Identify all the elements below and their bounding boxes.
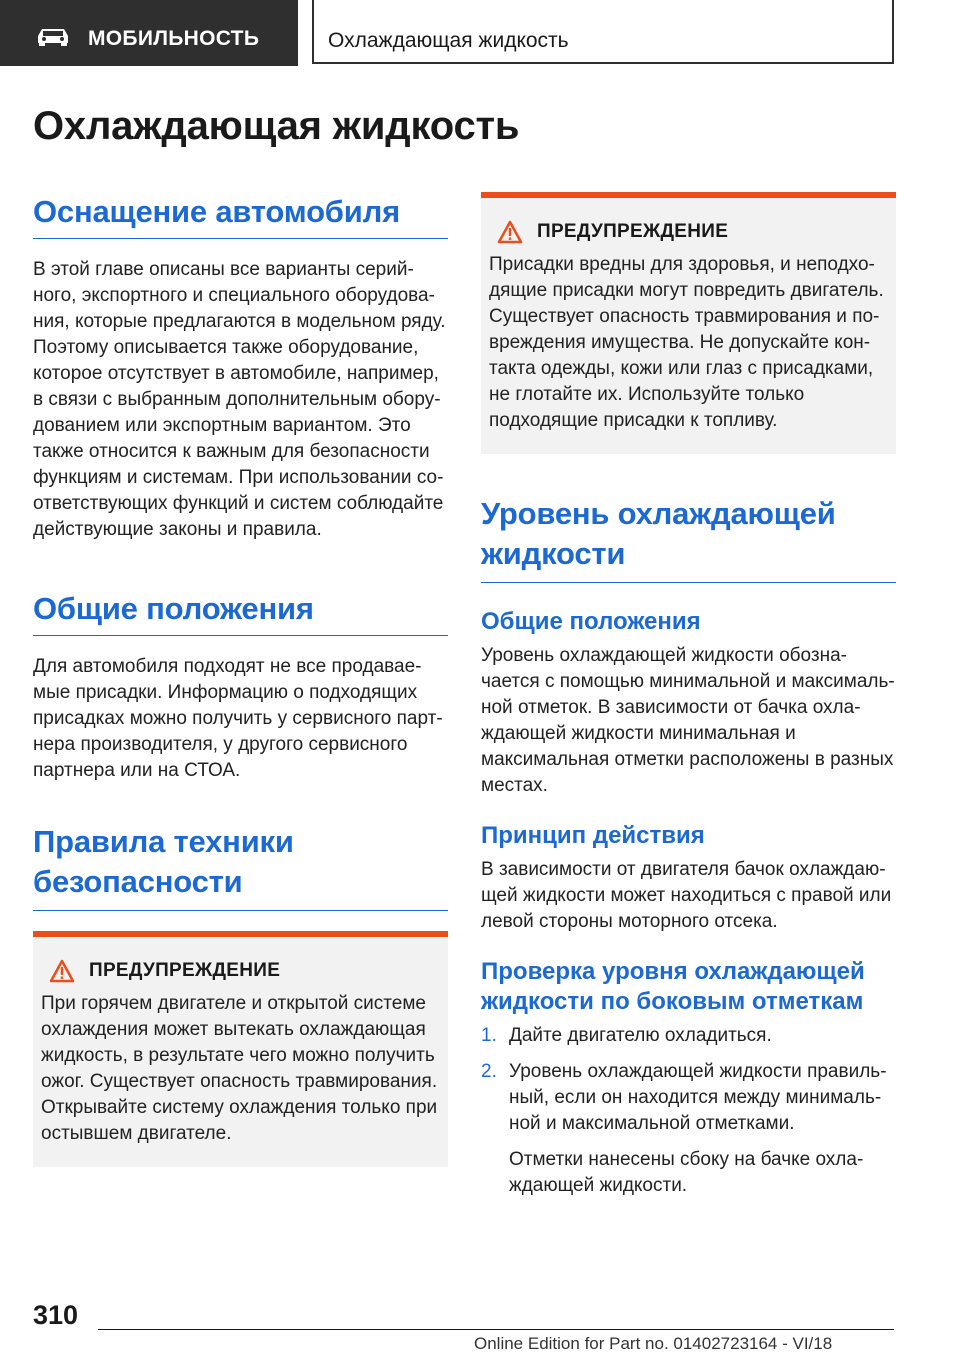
car-icon xyxy=(36,26,70,46)
safety-heading: Правила техники безопасности xyxy=(33,822,448,911)
chapter-label: Охлаждающая жидкость xyxy=(328,29,569,52)
principle-heading: Принцип действия xyxy=(481,822,705,849)
equipment-text: В этой главе описаны все варианты серийного, экспортного и специального оборудования, которые предлагаются в модельном ряду. Поэтому описывается также оборудование, которое отсутствует в автомобиле, например, в связи с выбранным дополнительным оборудованием или экспортным вариантом. Это также относится к важным для безопасности функциям и системам. При использовании соответствующих функций и систем соблюдайте действующие законы и правила. xyxy=(33,259,446,540)
step-note: Отметки нанесены сбоку на бачке охлаждающей жидкости. xyxy=(509,1149,864,1196)
footer-divider xyxy=(98,1329,894,1330)
warning-text: При горячем двигателе и открытой системе охлаждения может вытекать охлаждающая жидкость, в результате чего можно получить ожог. Существует опасность травмирования. Открывайте систему охлаждения только при остывшем двигателе. xyxy=(41,993,438,1144)
warning-title: ПРЕДУПРЕЖДЕНИЕ xyxy=(89,960,281,981)
left-column xyxy=(33,192,448,1167)
edition-info: Online Edition for Part no. 01402723164 - VI/18 xyxy=(474,1334,833,1353)
right-column xyxy=(481,192,896,1199)
page-title: Охлаждающая жидкость xyxy=(33,104,520,148)
warning-text: Присадки вредны для здоровья, и неподходящие присадки могут повредить двигатель. Существует опасность травмирования и повреждения имущества. Не допускайте контакта одежды, кожи или глаз с присадками, не глотайте их. Используйте только подходящие присадки к топливу. xyxy=(489,254,884,431)
general-heading: Общие положения xyxy=(33,589,448,636)
check-level-heading: Проверка уровня охлаждающей жидкости по боковым отметкам xyxy=(481,958,865,1015)
warning-box-additives xyxy=(481,192,896,454)
equipment-heading: Оснащение автомобиля xyxy=(33,192,448,239)
check-steps xyxy=(481,1023,896,1137)
step-number: 2. xyxy=(481,1061,497,1082)
warning-box-hot-engine xyxy=(33,931,448,1167)
general-text: Для автомобиля подходят не все продаваемые присадки. Информацию о подходящих присадках можно получить у сервисного партнера производителя, у другого сервисного партнера или на СТОА. xyxy=(33,656,443,781)
coolant-level-heading: Уровень охлаждающей жидкости xyxy=(481,494,896,583)
step-number: 1. xyxy=(481,1025,497,1046)
warning-triangle-icon xyxy=(49,959,75,983)
page-number: 310 xyxy=(33,1300,79,1330)
list-item xyxy=(481,1023,896,1049)
section-label: МОБИЛЬНОСТЬ xyxy=(88,27,260,50)
list-item xyxy=(481,1059,896,1137)
step-text: Уровень охлаждающей жидкости правильный, если он находится между минимальной и максимальной отметками. xyxy=(509,1061,887,1134)
section-tab[interactable] xyxy=(0,0,298,66)
chapter-tab[interactable] xyxy=(312,0,894,64)
level-general-text: Уровень охлаждающей жидкости обозначается с помощью минимальной и максимальной отметок. В зависимости от бачка охлаждающей жидкости минимальная и максимальная отметки расположены в разных местах. xyxy=(481,645,895,796)
page-header xyxy=(0,0,960,66)
warning-title: ПРЕДУПРЕЖДЕНИЕ xyxy=(537,221,729,242)
warning-triangle-icon xyxy=(497,220,523,244)
principle-text: В зависимости от двигателя бачок охлаждающей жидкости может находиться с правой или левой стороны моторного отсека. xyxy=(481,859,892,932)
level-general-heading: Общие положения xyxy=(481,608,701,635)
step-text: Дайте двигателю охладиться. xyxy=(509,1025,772,1046)
